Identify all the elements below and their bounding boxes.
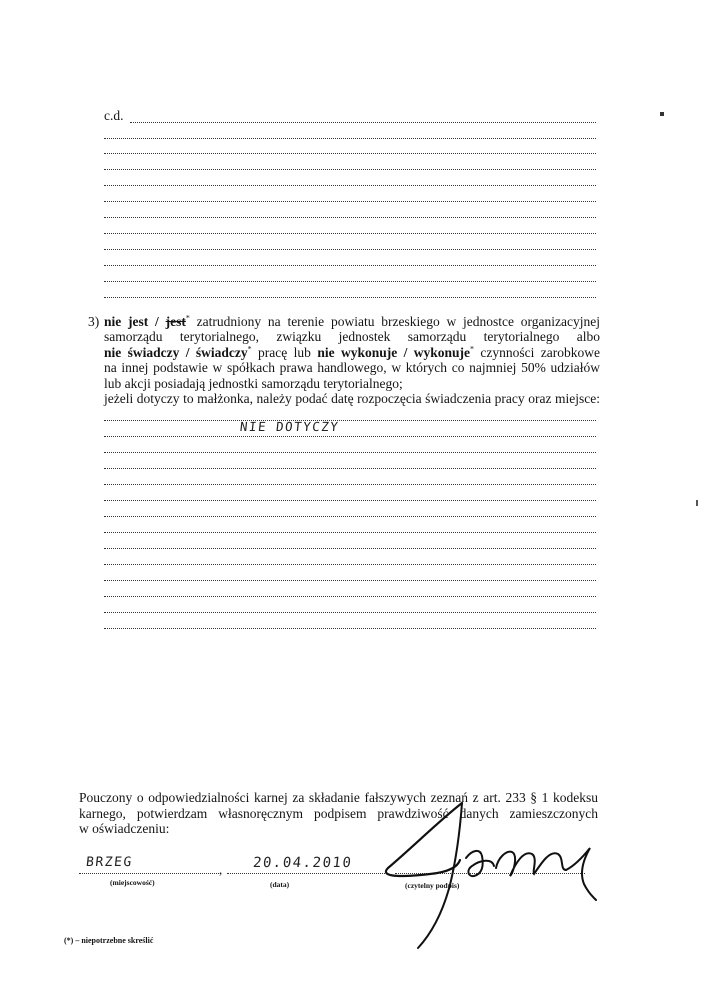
asterisk: * xyxy=(185,313,190,323)
statement-line: karnego, potwierdzam własnoręcznym podpisem prawdziwość danych zamieszczonych xyxy=(79,805,598,821)
text-line: czynności zarobkowe xyxy=(474,344,600,360)
dotted-line xyxy=(104,467,596,469)
handwritten-place: BRZEG xyxy=(85,855,134,870)
dotted-line xyxy=(104,595,596,597)
dotted-line xyxy=(104,280,596,282)
dotted-line xyxy=(104,563,596,565)
separator-comma: , xyxy=(219,862,223,877)
bold-option: nie świadczy / świadczy xyxy=(104,344,248,360)
date-field-line xyxy=(227,873,387,874)
place-caption: (miejscowość) xyxy=(110,878,155,887)
dotted-line xyxy=(104,483,596,485)
dotted-line xyxy=(104,296,596,298)
item-number: 3) xyxy=(88,314,100,329)
dotted-line xyxy=(104,627,596,629)
dotted-line xyxy=(104,499,596,501)
dotted-line xyxy=(104,531,596,533)
text-line: jeżeli dotyczy to małżonka, należy podać datę rozpoczęcia świadczenia pracy oraz miejsce: xyxy=(104,391,600,407)
dotted-line xyxy=(104,419,596,421)
statement-line: Pouczony o odpowiedzialności karnej za składanie fałszywych zeznań z art. 233 § 1 kodeksu xyxy=(79,790,598,805)
footnote: (*) – niepotrzebne skreślić xyxy=(64,936,154,945)
handwritten-date: 20.04.2010 xyxy=(252,855,354,871)
dotted-line xyxy=(104,579,596,581)
dotted-line xyxy=(104,264,596,266)
statement-line: w oświadczeniu: xyxy=(79,821,170,837)
dotted-line xyxy=(104,216,596,218)
date-caption: (data) xyxy=(270,880,290,889)
asterisk: * xyxy=(247,344,252,354)
place-field-line xyxy=(79,873,221,874)
dotted-line xyxy=(104,451,596,453)
dotted-line xyxy=(104,200,596,202)
dotted-line xyxy=(104,435,596,437)
struck-option: jest xyxy=(165,314,186,329)
handwritten-signature xyxy=(370,800,600,950)
bold-option: nie wykonuje / wykonuje xyxy=(317,344,471,360)
dotted-line xyxy=(104,232,596,234)
dotted-line xyxy=(104,248,596,250)
text-line: lub akcji posiadają jednostki samorządu terytorialnego; xyxy=(104,375,403,391)
text-line: na innej podstawie w spółkach prawa handlowego, w których co najmniej 50% udziałów xyxy=(104,360,600,376)
signature-caption: (czytelny podpis) xyxy=(405,881,460,890)
dotted-line xyxy=(104,137,596,139)
dotted-line xyxy=(104,611,596,613)
dotted-line xyxy=(104,168,596,170)
handwritten-not-applicable: NIE DOTYCZY xyxy=(239,419,341,434)
dotted-line xyxy=(130,121,596,123)
text-line: samorządu terytorialnego, związku jednostek samorządu terytorialnego albo xyxy=(104,329,600,345)
dotted-line xyxy=(104,152,596,154)
text-line: pracę lub xyxy=(251,344,318,360)
text-line: zatrudniony na terenie powiatu brzeskiego w jednostce organizacyjnej xyxy=(189,314,601,329)
item-3-declaration xyxy=(88,314,600,406)
asterisk: * xyxy=(470,344,475,354)
scan-speck xyxy=(660,112,666,118)
dotted-line xyxy=(104,515,596,517)
negation-bold: nie jest / xyxy=(104,314,166,329)
continuation-label: c.d. xyxy=(104,108,124,123)
dotted-line xyxy=(104,547,596,549)
scan-speck xyxy=(696,500,702,508)
dotted-line xyxy=(104,184,596,186)
